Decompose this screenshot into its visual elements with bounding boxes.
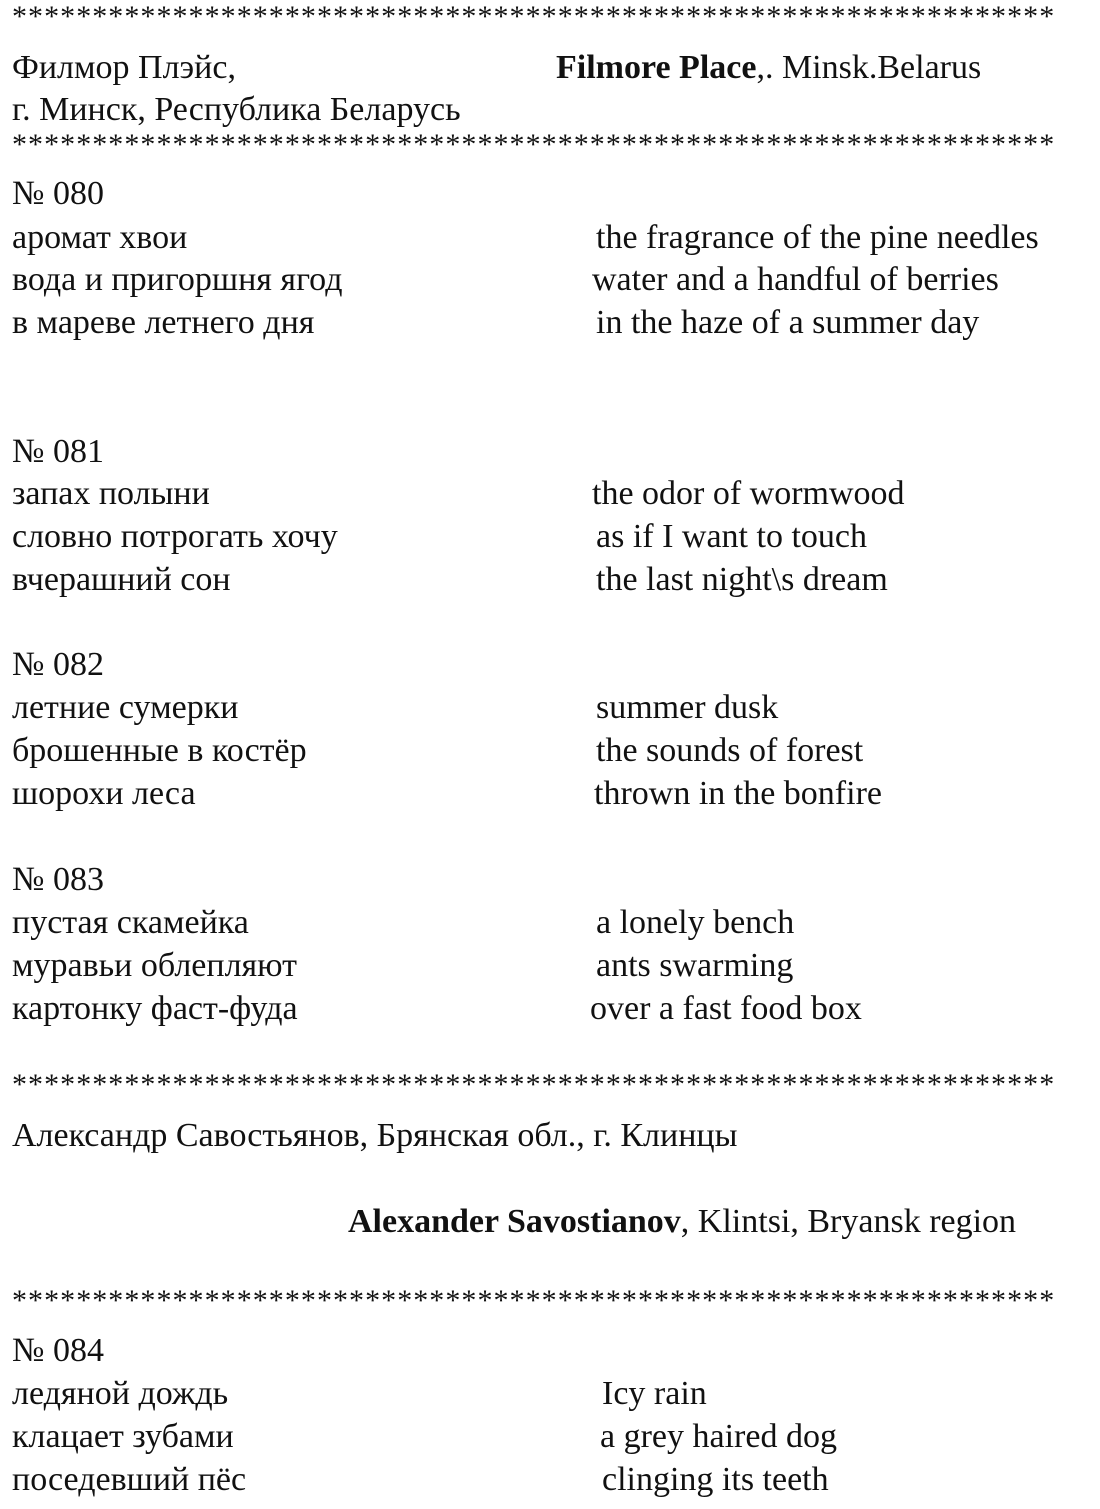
poem-ru-line: в мареве летнего дня (12, 304, 315, 341)
poem-number: № 081 (12, 433, 104, 470)
poem-ru-line: запах полыни (12, 475, 210, 512)
separator-4: ***************************************************************** (12, 1286, 1056, 1316)
separator-3: ***************************************************************** (12, 1070, 1056, 1100)
poem-ru-line: картонку фаст-фуда (12, 990, 298, 1027)
poem-en-line: the sounds of forest (596, 732, 864, 769)
poem-en-line: in the haze of a summer day (596, 304, 980, 341)
author-ru-name: Филмор Плэйс, (12, 49, 236, 86)
author2-en-header (348, 1202, 1016, 1242)
author-en-name: Filmore Place (556, 49, 757, 86)
poem-en-line: clinging its teeth (602, 1461, 829, 1498)
author2-en-name: Alexander Savostianov (348, 1203, 681, 1240)
poem-ru-line: пустая скамейка (12, 904, 249, 941)
poem-en-line: ants swarming (596, 947, 794, 984)
separator-2: ***************************************************************** (12, 130, 1056, 160)
author-ru-location: г. Минск, Республика Беларусь (12, 91, 461, 128)
author-en-header (556, 48, 981, 88)
separator-top: ***************************************************************** (12, 2, 1056, 32)
poem-ru-line: вода и пригоршня ягод (12, 261, 343, 298)
poem-en-line: summer dusk (596, 689, 779, 726)
poem-ru-line: шорохи леса (12, 775, 196, 812)
poem-ru-line: брошенные в костёр (12, 732, 307, 769)
poem-ru-line: муравьи облепляют (12, 947, 297, 984)
poem-number: № 083 (12, 861, 104, 898)
author-en-location: ,. Minsk.Belarus (756, 49, 982, 86)
poem-ru-line: ледяной дождь (12, 1375, 229, 1412)
poem-en-line: the last night\s dream (596, 561, 888, 598)
poem-en-line: water and a handful of berries (592, 261, 999, 298)
poem-en-line: the odor of wormwood (592, 475, 905, 512)
author2-ru-line: Александр Савостьянов, Брянская обл., г. Клинцы (12, 1117, 738, 1154)
poem-ru-line: поседевший пёс (12, 1461, 247, 1498)
poem-en-line: a grey haired dog (600, 1418, 837, 1455)
poem-ru-line: клацает зубами (12, 1418, 234, 1455)
poem-number: № 084 (12, 1332, 104, 1369)
poem-en-line: thrown in the bonfire (594, 775, 882, 812)
author2-en-location: , Klintsi, Bryansk region (680, 1203, 1017, 1240)
poem-ru-line: летние сумерки (12, 689, 239, 726)
poem-en-line: as if I want to touch (596, 518, 867, 555)
poem-en-line: the fragrance of the pine needles (596, 219, 1039, 256)
poem-ru-line: аромат хвои (12, 219, 188, 256)
poem-number: № 082 (12, 646, 104, 683)
poem-ru-line: словно потрогать хочу (12, 518, 338, 555)
poem-en-line: Icy rain (602, 1375, 707, 1412)
poem-en-line: a lonely bench (596, 904, 795, 941)
poem-ru-line: вчерашний сон (12, 561, 231, 598)
poem-number: № 080 (12, 175, 104, 212)
poem-en-line: over a fast food box (590, 990, 862, 1027)
